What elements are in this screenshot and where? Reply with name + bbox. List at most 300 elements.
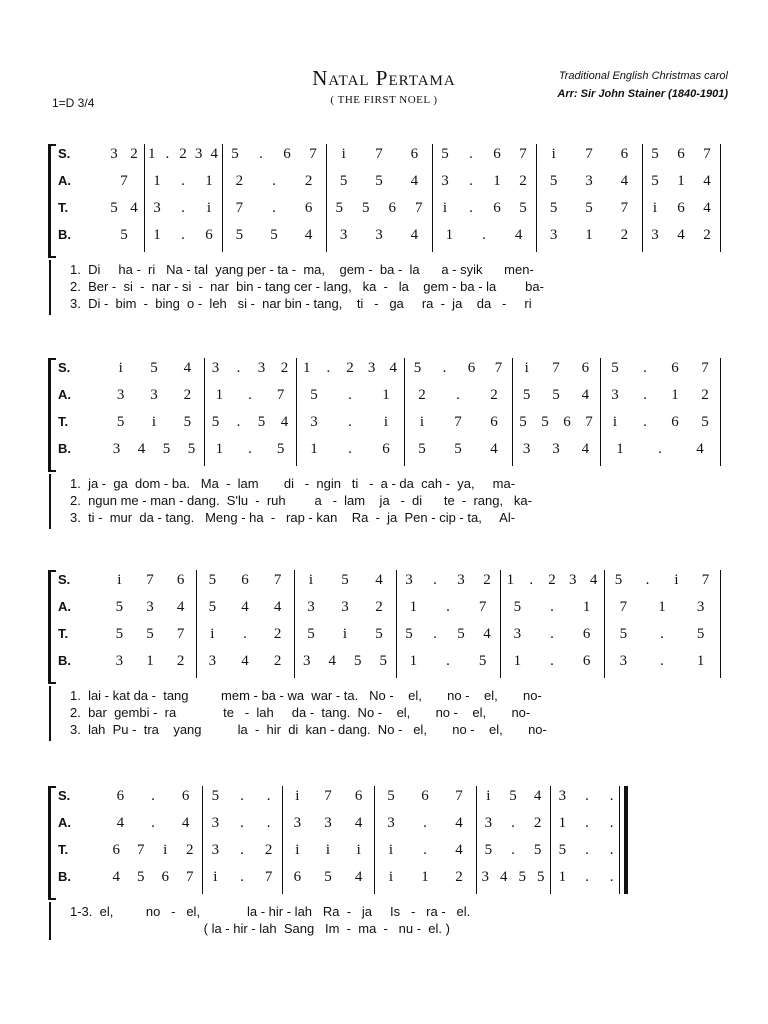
system-bracket [48, 358, 56, 472]
note: 1 [409, 653, 418, 669]
key-time-signature: 1=D 3/4 [52, 96, 95, 110]
note: 5 [110, 200, 118, 216]
note: 2 [533, 815, 542, 831]
note: 4 [389, 360, 397, 376]
note: 6 [354, 788, 363, 804]
note: 5 [696, 626, 705, 642]
note: 5 [379, 653, 387, 669]
note: . [348, 387, 352, 403]
note: . [272, 200, 276, 216]
note: 4 [280, 414, 289, 430]
voice-label: B. [58, 653, 71, 668]
note: 6 [205, 227, 213, 243]
voice-label: A. [58, 387, 71, 402]
lyric-brace [49, 474, 54, 529]
system-bracket [48, 144, 56, 258]
note: 6 [671, 414, 679, 430]
note: 3 [341, 599, 349, 615]
note: 5 [235, 227, 244, 243]
note: 5 [552, 387, 560, 403]
note: 4 [455, 815, 463, 831]
note: . [643, 414, 647, 430]
note: 1 [616, 441, 624, 457]
note: i [325, 842, 331, 858]
note: . [248, 441, 252, 457]
note: 3 [375, 227, 383, 243]
lyric-line: 2. Ber - si - nar - si - nar bin - tang cer - lang, ka - la gem - ba - la ba- [70, 279, 544, 294]
note: 3 [619, 653, 628, 669]
note: i [308, 572, 314, 588]
note: . [240, 869, 244, 885]
note: 6 [410, 146, 419, 162]
note: . [482, 227, 486, 243]
note: . [259, 146, 263, 162]
barline [720, 358, 721, 466]
note: 2 [703, 227, 711, 243]
note: 6 [671, 360, 679, 376]
note: . [236, 360, 241, 376]
note: 4 [696, 441, 704, 457]
barline [642, 144, 643, 252]
note: 1 [303, 360, 311, 376]
note: 3 [211, 842, 220, 858]
note: 7 [137, 842, 145, 858]
note: 2 [176, 653, 185, 669]
note: . [446, 653, 450, 669]
note: 1 [696, 653, 705, 669]
note: i [486, 788, 491, 804]
note: 7 [455, 788, 463, 804]
note: 5 [701, 414, 709, 430]
note: 5 [116, 414, 125, 430]
note: 7 [186, 869, 194, 885]
note: 6 [493, 146, 501, 162]
note: 1 [513, 653, 522, 669]
voice-label: T. [58, 414, 69, 429]
note: 2 [273, 626, 282, 642]
voice-label: T. [58, 842, 69, 857]
note: 4 [328, 653, 336, 669]
note: 6 [176, 572, 185, 588]
song-subtitle: ( THE FIRST NOEL ) [330, 94, 438, 106]
note: 1 [205, 173, 213, 189]
note: i [388, 869, 394, 885]
note: 4 [410, 227, 419, 243]
note: i [674, 572, 679, 588]
note: 7 [552, 360, 560, 376]
voice-label: B. [58, 869, 71, 884]
note: 4 [181, 815, 190, 831]
note: 2 [235, 173, 244, 189]
note: . [423, 815, 427, 831]
note: 6 [241, 572, 249, 588]
note: 5 [454, 441, 462, 457]
voice-label: A. [58, 599, 71, 614]
note: 5 [484, 842, 493, 858]
note: 2 [183, 387, 192, 403]
note: 2 [418, 387, 426, 403]
note: 1 [215, 441, 224, 457]
note: . [151, 815, 155, 831]
lyric-line: ( la - hir - lah Sang Im - ma - nu - el. ) [70, 921, 450, 936]
barline [720, 144, 721, 252]
note: 6 [181, 788, 190, 804]
note: 4 [703, 200, 711, 216]
note: 3 [611, 387, 619, 403]
note: . [240, 842, 244, 858]
note: 3 [569, 572, 577, 588]
note: 4 [241, 599, 249, 615]
note: . [446, 599, 450, 615]
note: 2 [179, 146, 187, 162]
note: . [240, 815, 244, 831]
note: 4 [354, 869, 363, 885]
note: 7 [519, 146, 527, 162]
barline [326, 144, 327, 252]
note: i [356, 842, 361, 858]
note: 5 [519, 200, 527, 216]
lyric-brace [49, 902, 54, 940]
note: . [266, 815, 271, 831]
note: 3 [146, 599, 154, 615]
note: i [295, 788, 300, 804]
note: 4 [500, 869, 508, 885]
note: 3 [211, 360, 220, 376]
note: i [551, 146, 556, 162]
note: 7 [309, 146, 317, 162]
note: 6 [388, 200, 396, 216]
lyric-line: 1. lai - kat da - tang mem - ba - wa war - ta. No - el, no - el, no- [70, 688, 542, 703]
note: 2 [280, 360, 289, 376]
note: 7 [585, 414, 593, 430]
note: i [163, 842, 168, 858]
arranger-credit: Arr: Sir John Stainer (1840-1901) [557, 88, 728, 100]
note: . [609, 788, 614, 804]
song-title: Natal Pertama [312, 66, 456, 90]
note: 7 [264, 869, 273, 885]
note: 7 [415, 200, 423, 216]
note: . [423, 842, 427, 858]
note: 1 [215, 387, 224, 403]
voice-label: A. [58, 815, 71, 830]
note: . [658, 441, 662, 457]
system-bracket [48, 570, 56, 684]
note: 6 [467, 360, 476, 376]
note: 5 [533, 842, 542, 858]
voice-label: S. [58, 360, 71, 375]
note: 5 [211, 788, 220, 804]
note: 5 [541, 414, 549, 430]
note: 6 [283, 146, 291, 162]
note: 3 [150, 387, 158, 403]
barline [720, 570, 721, 678]
note: 2 [620, 227, 629, 243]
voice-label: T. [58, 626, 69, 641]
note: . [550, 599, 554, 615]
note: . [240, 788, 244, 804]
note: . [442, 360, 447, 376]
note: i [213, 869, 218, 885]
note: 4 [112, 869, 120, 885]
note: 5 [522, 387, 531, 403]
note: . [266, 788, 271, 804]
note: i [341, 146, 346, 162]
note: . [456, 387, 460, 403]
note: 5 [208, 599, 217, 615]
note: 4 [176, 599, 185, 615]
note: 2 [490, 387, 498, 403]
note: i [524, 360, 529, 376]
note: 5 [619, 626, 628, 642]
note: . [550, 626, 554, 642]
note: 3 [522, 441, 531, 457]
barline [432, 144, 433, 252]
note: i [210, 626, 215, 642]
note: 3 [585, 173, 593, 189]
note: 1 [148, 146, 156, 162]
note: i [151, 414, 157, 430]
note: 5 [549, 200, 558, 216]
note: 1 [153, 173, 161, 189]
note: 2 [130, 146, 138, 162]
note: 5 [276, 441, 285, 457]
note: 3 [387, 815, 395, 831]
note: i [118, 360, 123, 376]
note: 5 [537, 869, 545, 885]
note: 3 [549, 227, 558, 243]
note: i [383, 414, 389, 430]
note: 4 [677, 227, 685, 243]
note: 5 [418, 441, 426, 457]
note: 4 [455, 842, 463, 858]
note: 2 [273, 653, 282, 669]
note: 3 [110, 146, 118, 162]
barline [396, 570, 397, 678]
note: 5 [354, 653, 362, 669]
note: . [585, 869, 589, 885]
music-system [44, 568, 720, 751]
note: . [248, 387, 252, 403]
note: . [550, 653, 554, 669]
note: 7 [703, 146, 711, 162]
voice-label: B. [58, 227, 71, 242]
note: 4 [589, 572, 598, 588]
note: . [660, 653, 664, 669]
note: 2 [519, 173, 527, 189]
note: 1 [585, 227, 593, 243]
music-system [44, 142, 720, 325]
note: 4 [533, 788, 542, 804]
voice-label: A. [58, 173, 71, 188]
note: 3 [153, 200, 161, 216]
music-system [44, 784, 720, 950]
note: . [181, 227, 185, 243]
note: 1 [582, 599, 591, 615]
note: 5 [307, 626, 315, 642]
note: 7 [701, 360, 709, 376]
note: 4 [137, 441, 146, 457]
voice-label: S. [58, 146, 71, 161]
note: 3 [339, 227, 348, 243]
note: 3 [112, 441, 121, 457]
note: 3 [293, 815, 302, 831]
note: 3 [367, 360, 376, 376]
barline [374, 786, 375, 894]
note: 6 [581, 360, 590, 376]
barline [202, 786, 203, 894]
note: 2 [264, 842, 273, 858]
note: 5 [585, 200, 593, 216]
note: 1 [558, 869, 567, 885]
barline [536, 144, 537, 252]
note: 2 [186, 842, 194, 858]
system-bracket [48, 786, 56, 900]
note: 7 [620, 200, 629, 216]
note: 3 [303, 653, 311, 669]
note: . [469, 146, 473, 162]
note: i [295, 842, 300, 858]
note: 5 [509, 788, 517, 804]
note: 5 [270, 227, 278, 243]
lyric-brace [49, 686, 54, 741]
note: 3 [484, 815, 493, 831]
note: 5 [558, 842, 567, 858]
note: 4 [210, 146, 218, 162]
note: 1 [146, 653, 154, 669]
note: 4 [703, 173, 711, 189]
note: 5 [120, 227, 128, 243]
lyric-line: 2. bar gembi - ra te - lah da - tang. No - el, no - el, no- [70, 705, 531, 720]
note: . [643, 387, 647, 403]
note: 5 [441, 146, 449, 162]
note: 3 [405, 572, 413, 588]
note: 4 [514, 227, 523, 243]
note: . [433, 572, 437, 588]
note: 2 [548, 572, 556, 588]
barline [624, 786, 628, 894]
note: . [469, 200, 473, 216]
note: 2 [701, 387, 709, 403]
note: 3 [552, 441, 560, 457]
note: 1 [409, 599, 418, 615]
note: 3 [211, 815, 220, 831]
note: 5 [518, 869, 526, 885]
note: 7 [701, 572, 710, 588]
voice-label: S. [58, 788, 71, 803]
note: . [165, 146, 170, 162]
note: 6 [677, 146, 685, 162]
note: 4 [241, 653, 249, 669]
note: 6 [563, 414, 571, 430]
note: 7 [375, 146, 383, 162]
note: . [511, 815, 515, 831]
note: i [117, 572, 122, 588]
note: 6 [493, 200, 501, 216]
note: 4 [483, 626, 491, 642]
note: 6 [161, 869, 169, 885]
note: 3 [208, 653, 217, 669]
note: 5 [162, 441, 171, 457]
note: . [511, 842, 515, 858]
note: 1 [677, 173, 685, 189]
note: 3 [481, 869, 489, 885]
note: 1 [558, 815, 567, 831]
barline [512, 358, 513, 466]
note: 5 [478, 653, 487, 669]
note: 6 [620, 146, 629, 162]
note: . [529, 572, 534, 588]
note: 4 [183, 360, 192, 376]
note: 5 [614, 572, 623, 588]
note: 1 [493, 173, 501, 189]
note: 4 [304, 227, 313, 243]
lyric-line: 3. Di - bim - bing o - leh si - nar bin - tang, ti - ga ra - ja da - ri [70, 296, 532, 311]
note: 4 [273, 599, 282, 615]
note: 5 [115, 599, 124, 615]
note: 7 [146, 572, 154, 588]
note: . [433, 626, 437, 642]
note: 5 [231, 146, 239, 162]
note: 2 [375, 599, 383, 615]
note: 5 [405, 626, 413, 642]
origin-credit: Traditional English Christmas carol [558, 70, 728, 82]
note: . [181, 173, 185, 189]
note: 6 [382, 441, 390, 457]
note: 4 [116, 815, 125, 831]
note: . [609, 869, 614, 885]
note: 4 [354, 815, 363, 831]
note: 3 [457, 572, 465, 588]
note: 7 [585, 146, 593, 162]
note: 5 [146, 626, 154, 642]
note: 6 [116, 788, 125, 804]
note: 5 [339, 173, 348, 189]
note: . [236, 414, 241, 430]
lyric-line: 1-3. el, no - el, la - hir - lah Ra - ja Is - ra - el. [70, 904, 471, 919]
note: 2 [455, 869, 463, 885]
note: 5 [335, 200, 343, 216]
note: . [348, 414, 352, 430]
note: 7 [176, 626, 185, 642]
note: 4 [410, 173, 419, 189]
music-system [44, 356, 720, 539]
note: 7 [454, 414, 462, 430]
note: i [442, 200, 448, 216]
note: 5 [519, 414, 527, 430]
note: 3 [441, 173, 449, 189]
note: . [348, 441, 352, 457]
note: 5 [549, 173, 558, 189]
note: 4 [130, 200, 138, 216]
note: 5 [457, 626, 465, 642]
note: 1 [153, 227, 161, 243]
note: . [181, 200, 185, 216]
note: 5 [413, 360, 422, 376]
note: 7 [619, 599, 628, 615]
note: 6 [293, 869, 302, 885]
note: 3 [651, 227, 659, 243]
note: i [612, 414, 618, 430]
note: 2 [483, 572, 491, 588]
note: 1 [671, 387, 679, 403]
note: 3 [116, 387, 125, 403]
note: 5 [211, 414, 220, 430]
note: . [585, 815, 589, 831]
note: 1 [382, 387, 390, 403]
lyric-line: 3. ti - mur da - tang. Meng - ha - rap - kan Ra - ja Pen - cip - ta, Al- [70, 510, 516, 525]
note: 4 [375, 572, 383, 588]
voice-label: B. [58, 441, 71, 456]
